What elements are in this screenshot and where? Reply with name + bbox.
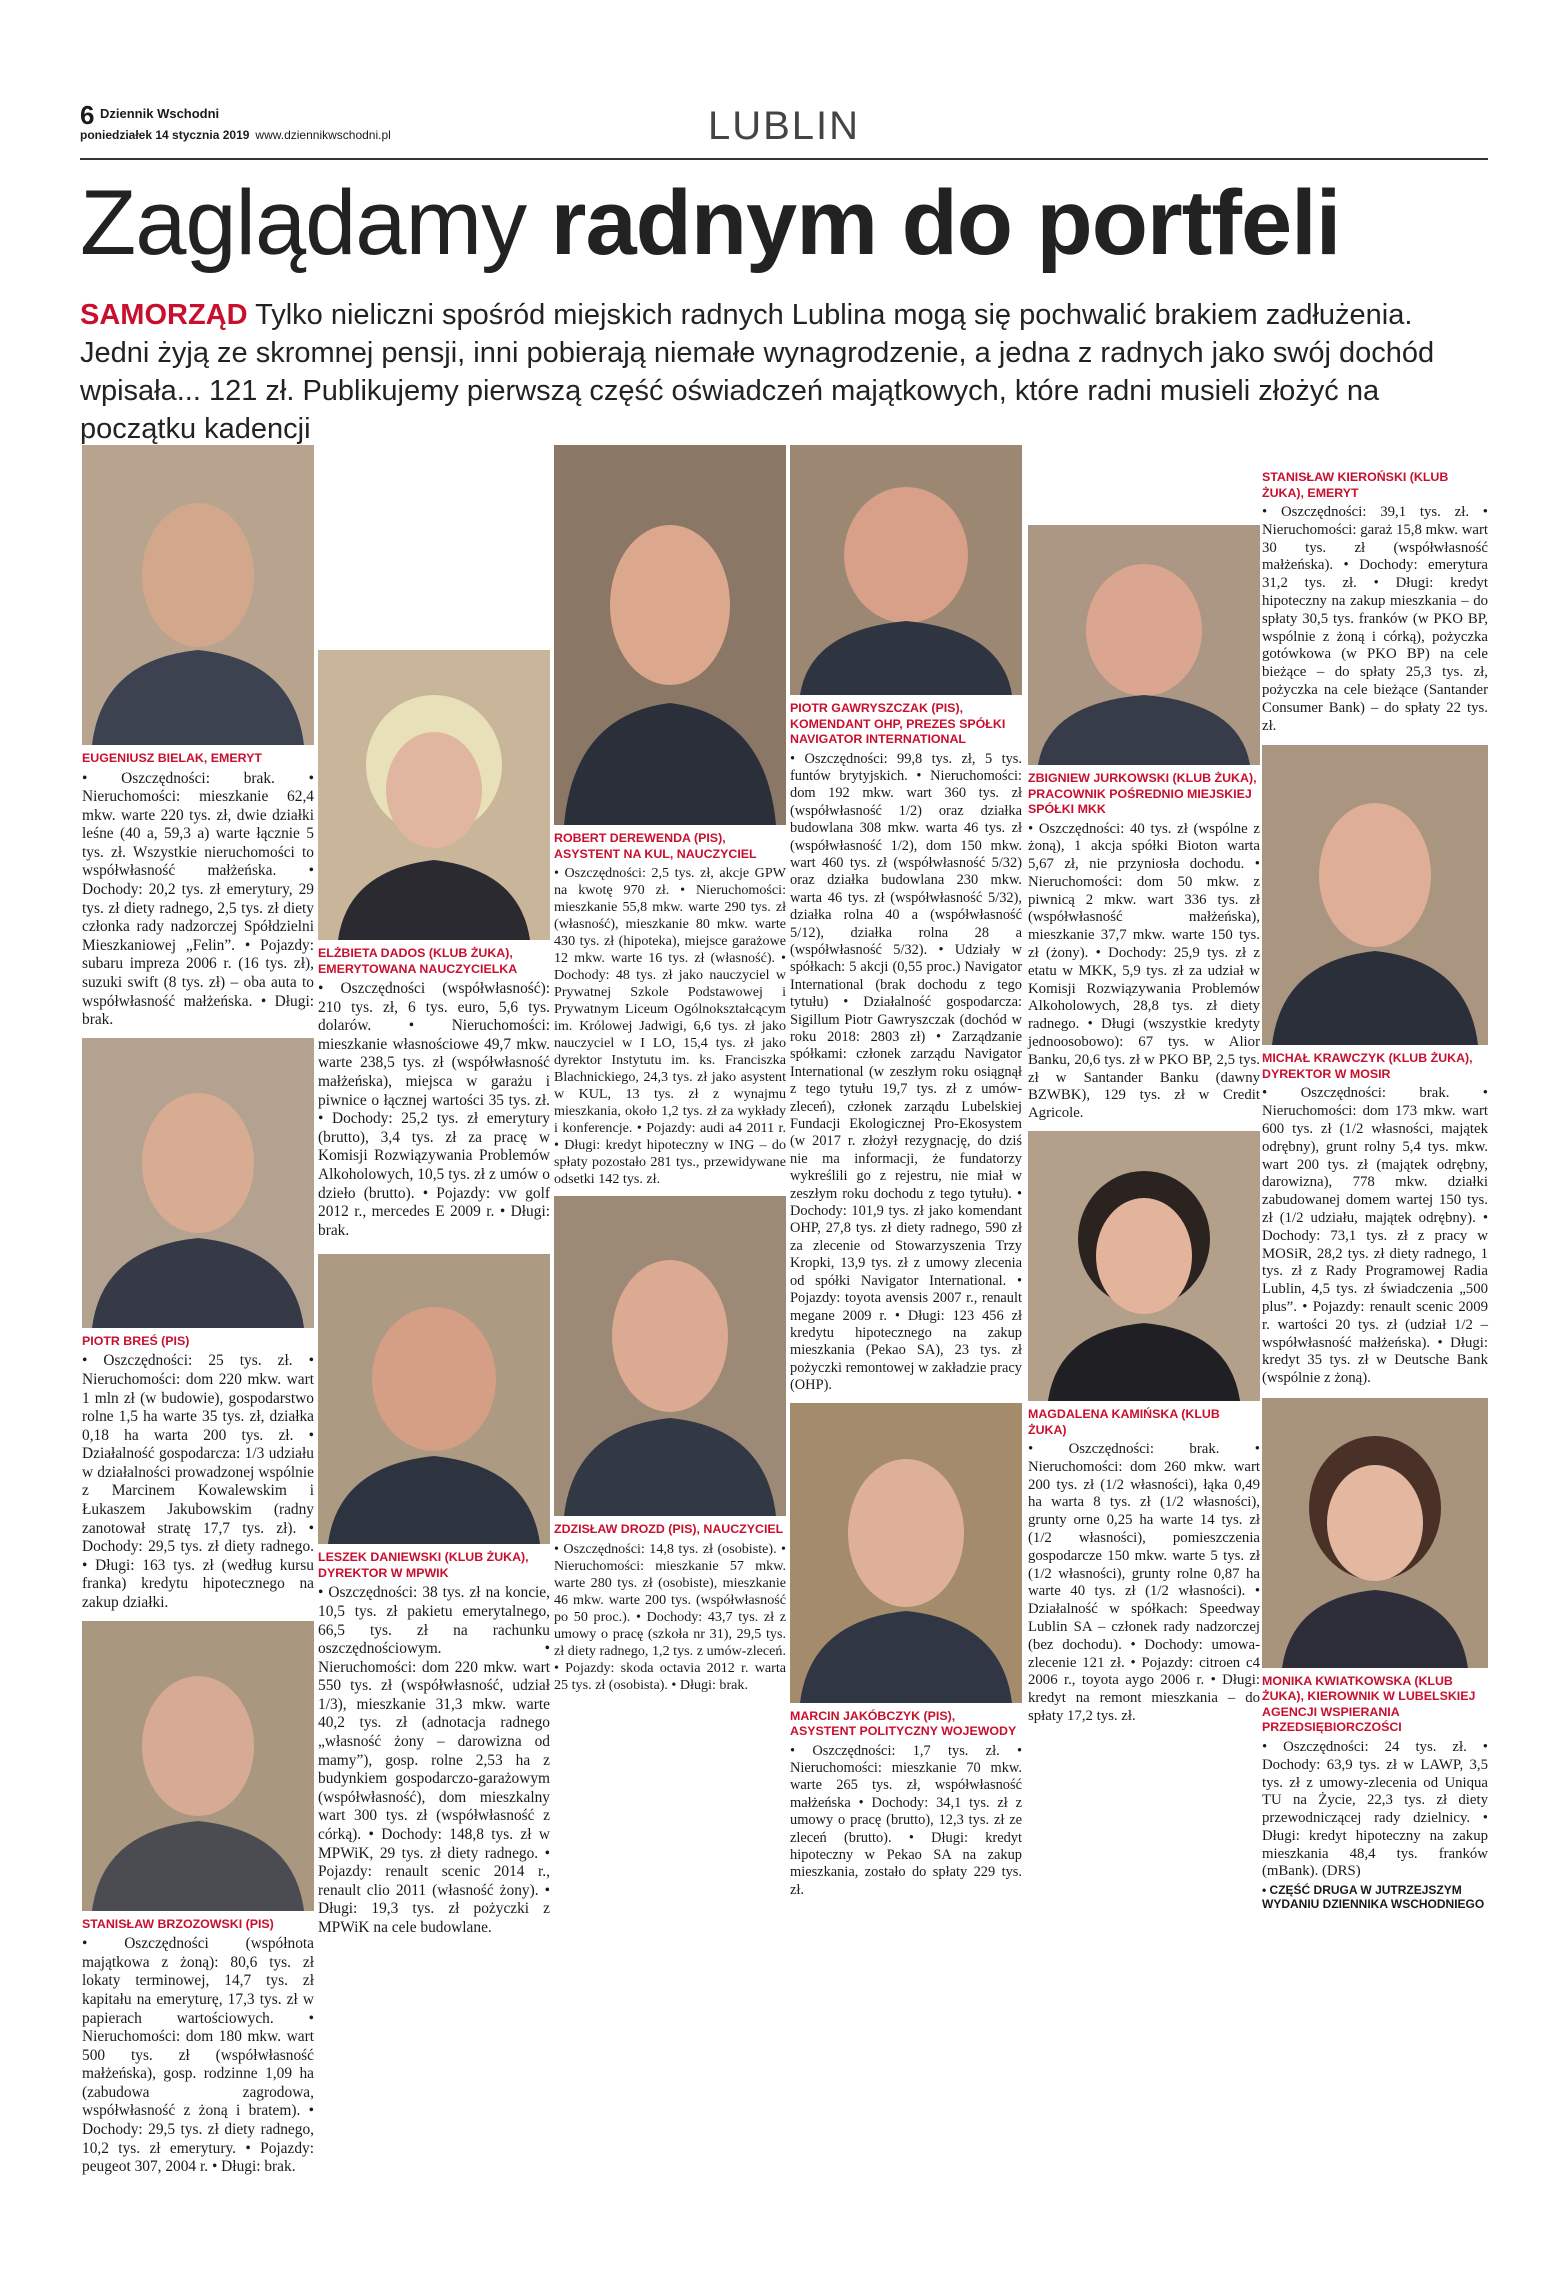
caption-dados: ELŻBIETA DADOS (KLUB ŻUKA), EMERYTOWANA NAUCZYCIELKA <box>318 946 518 976</box>
caption-kaminska: MAGDALENA KAMIŃSKA (KLUB ŻUKA) <box>1028 1407 1220 1437</box>
photo-jurkowski <box>1028 525 1260 765</box>
caption-kwiatkowska: MONIKA KWIATKOWSKA (KLUB ŻUKA), KIEROWNIK W LUBELSKIEJ AGENCJI WSPIERANIA PRZEDSIĘBIORCZOŚCI <box>1262 1673 1476 1735</box>
caption-jurkowski: ZBIGNIEW JURKOWSKI (KLUB ŻUKA), PRACOWNIK POŚREDNIO MIEJSKIEJ SPÓŁKI MKK <box>1028 771 1257 816</box>
caption-derewenda: ROBERT DEREWENDA (PIS), ASYSTENT NA KUL, NAUCZYCIEL <box>554 831 757 861</box>
headline <box>80 168 1488 278</box>
page-number: 6 <box>80 100 95 130</box>
section-title: LUBLIN <box>707 104 861 148</box>
caption-kieronski: STANISŁAW KIEROŃSKI (KLUB ŻUKA), EMERYT <box>1262 470 1449 500</box>
caption-brzozowski: STANISŁAW BRZOZOWSKI (PIS) <box>82 1916 274 1931</box>
text-brzozowski <box>82 1935 314 2177</box>
caption-drozd: ZDZISŁAW DROZD (PIS), NAUCZYCIEL <box>554 1522 784 1536</box>
text-jakobczyk: • Oszczędności: 1,7 tys. zł. • Nieruchomości: mieszkanie 70 mkw. warte 265 tys. zł, współwłasność małżeńska • Dochody: 34,1 tys. zł z umowy o pracę (brutto), 12,3 tys. zł ze zleceń (brutto). • Długi: kredyt hipoteczny w Pekao SA na zakup mieszkania, zostało do spłaty 229 tys. zł. <box>790 1742 1022 1898</box>
photo-drozd <box>554 1196 786 1516</box>
text-krawczyk: • Oszczędności: brak. • Nieruchomości: dom 173 mkw. wart 600 tys. zł (1/2 własności, majątek odrębny), grunt rolny 5,4 tys. mkw. wart 200 tys. zł (majątek odrębny, darowizna), 778 mkw. działki zabudowanej domem wartej 150 tys. zł (1/2 udziału, majątek odrębny). • Dochody: 73,1 tys. zł z pracy w MOSiR, 28,2 tys. zł diety radnego, 1 tys. zł z Rady Programowej Radia Lublin, 4,5 tys. zł świadczenia „500 plus”. • Pojazdy: renault scenic 2009 r. wartości 20 tys. zł (udział 1/2 – współwłasność małżeńska). • Długi: kredyt 35 tys. zł w Deutsche Bank (wspólnie z żoną). <box>1262 1085 1488 1387</box>
lead-kicker: SAMORZĄD <box>80 299 248 331</box>
text-kaminska: • Oszczędności: brak. • Nieruchomości: dom 260 mkw. wart 200 tys. zł (1/2 własności), łąka 0,49 ha warta 8 tys. zł (1/2 własności), grunty orne 0,25 ha warte 14 tys. zł (1/2 własności), pomieszczenia gospodarcze 150 mkw. warte 5 tys. zł (1/2 własności), grunty rolne 0,87 ha warte 40 tys. zł (1/2 własności). • Działalność w spółkach: Speedway Lublin SA – członek rady nadzorczej (bez dochodu). • Dochody: umowa-zlecenie 121 zł. • Pojazdy: citroen c4 2006 r., toyota aygo 2006 r. • Długi: kredyt na remont mieszkania – do spłaty 17,2 tys. zł. <box>1028 1441 1260 1724</box>
headline-bold: radnym do portfeli <box>550 172 1341 274</box>
headline-light: Zaglądamy <box>80 172 527 274</box>
text-drozd: • Oszczędności: 14,8 tys. zł (osobiste). • Nieruchomości: mieszkanie 57 mkw. warte 280 tys. zł (osobiste), mieszkanie 46 mkw. warte 200 tys. (współwłasność po 50 proc.). • Dochody: 43,7 tys. zł z umowy o pracę (szkoła nr 31), 29,5 tys. zł diety radnego, 1,2 tys. z umów-zleceń. • Pojazdy: skoda octavia 2012 r. warta 25 tys. zł (osobista). • Długi: brak. <box>554 1540 786 1693</box>
header-rule <box>80 158 1488 160</box>
continuation-note: • CZĘŚĆ DRUGA W JUTRZEJSZYM WYDANIU DZIENNIKA WSCHODNIEGO <box>1262 1883 1485 1912</box>
text-derewenda: • Oszczędności: 2,5 tys. zł, akcje GPW na kwotę 970 zł. • Nieruchomości: mieszkanie 55,8 mkw. warte 290 tys. zł (własność), mieszkanie 80 mkw. warte 430 tys. zł (hipoteka), miejsce garażowe 12 mkw. warte 16 tys. zł (własność). • Dochody: 48 tys. zł jako nauczyciel w Prywatnej Szkole Podstawowej i Prywatnym Liceum Ogólnokształcącym im. Królowej Jadwigi, 6,6 tys. zł jako nauczyciel w I LO, 15,4 tys. zł jako dyrektor Instytutu im. ks. Franciszka Blachnickiego, 24,3 tys. zł jako asystent w KUL, 13 tys. zł z wynajmu mieszkania, około 1,2 tys. zł za wykłady i konferencje. • Pojazdy: audi a4 2011 r. • Długi: kredyt hipoteczny w ING – do spłaty pozostało 281 tys., przewidywane odsetki 142 tys. zł. <box>554 865 786 1187</box>
site-url[interactable]: www.dziennikwschodni.pl <box>255 128 391 142</box>
caption-krawczyk: MICHAŁ KRAWCZYK (KLUB ŻUKA), DYREKTOR W MOSIR <box>1262 1051 1473 1081</box>
caption-jakobczyk: MARCIN JAKÓBCZYK (PIS), ASYSTENT POLITYCZNY WOJEWODY <box>790 1708 1017 1739</box>
photo-kwiatkowska <box>1262 1398 1488 1668</box>
photo-krawczyk <box>1262 745 1488 1045</box>
photo-daniewski <box>318 1254 550 1544</box>
caption-bielak: EUGENIUSZ BIELAK, EMERYT <box>82 751 262 765</box>
lead <box>80 296 1480 448</box>
text-kieronski: • Oszczędności: 39,1 tys. zł. • Nieruchomości: garaż 15,8 mkw. wart 30 tys. zł (współwłasność małżeńska). • Dochody: emerytura 31,2 tys. zł. • Długi: kredyt hipoteczny na zakup mieszkania – do spłaty 30,5 tys. franków (w PKO BP, wspólnie z żoną i córką), pożyczka gotówkowa (w PKO BP) na cele bieżące – do spłaty 25,3 tys. zł, pożyczka na cele bieżące (Santander Consumer Bank) – do spłaty 22 tys. zł. <box>1262 504 1488 734</box>
photo-brzozowski <box>82 1621 314 1911</box>
caption-gawryszczak: PIOTR GAWRYSZCZAK (PIS), KOMENDANT OHP, PREZES SPÓŁKI NAVIGATOR INTERNATIONAL <box>790 701 1006 746</box>
masthead <box>80 100 1488 158</box>
column-5 <box>1028 525 1260 1726</box>
text-kwiatkowska: • Oszczędności: 24 tys. zł. • Dochody: 63,9 tys. zł w LAWP, 3,5 tys. zł z umowy-zlecenia od Uniqua TU na Życie, 22,3 tys. zł diety przewodniczącej rady dzielnicy. • Długi: kredyt hipoteczny na zakup mieszkania 48,4 tys. franków (mBank). (DRS) <box>1262 1738 1488 1880</box>
text-daniewski: • Oszczędności: 38 tys. zł na koncie, 10,5 tys. zł pakietu emerytalnego, 66,5 tys. zł na rachunku oszczędnościowym. • Nieruchomości: dom 220 mkw. wart 550 tys. zł (współwłasność, udział 1/3), mieszkanie 31,3 mkw. warte 40,2 tys. zł (adnotacja radnego „własność żony – darowizna od mamy”), gosp. rolne 2,53 ha z budynkiem gospodarczo-garażowym (współwłasność), dom mieszkalny wart 300 tys. zł (współwłasność z córką). • Dochody: 148,8 tys. zł w MPWiK, 29 tys. zł diety radnego. • Pojazdy: renault scenic 2014 r., renault clio 2011 (własność żony). • Długi: 19,3 tys. zł pożyczki z MPWiK na cele budowlane. <box>318 1584 550 1936</box>
text-brzozowski-content: • Oszczędności (współnota majątkowa z żoną): 80,6 tys. zł lokaty terminowej, 14,7 tys. zł kapitału na emeryturę, 17,3 tys. zł w papierach wartościowych. • Nieruchomości: dom 180 mkw. wart 500 tys. zł (współwłasność małżeńska), gosp. rodzinne 1,09 ha (zabudowa zagrodowa, współwłasność z żoną i bratem). • Dochody: 29,5 tys. zł diety radnego, 10,2 tys. zł emerytury. • Pojazdy: peugeot 307, 2004 r. • Długi: brak. <box>82 1935 314 2176</box>
photo-bielak <box>82 445 314 745</box>
photo-dados <box>318 650 550 940</box>
photo-bres <box>82 1038 314 1328</box>
text-gawryszczak: • Oszczędności: 99,8 tys. zł, 5 tys. funtów brytyjskich. • Nieruchomości: dom 192 mkw. wart 360 tys. zł (współwłasność 1/2) oraz działka budowlana 308 mkw. warta 46 tys. zł (współwłasność 1/2), dom 150 mkw. wart 460 tys. zł (współwłasność 5/32) oraz działka budowlana 230 mkw. warta 46 tys. zł (współwłasność 5/32), działka rolna 40 a (współwłasność 5/12), działka rolna 28 a (współwłasność 5/32). • Udziały w spółkach: 5 akcji (0,55 proc.) Navigator International (brak dochodu z tego tytułu) • Działalność gospodarcza: Sigillum Piotr Gawryszczak (dochód w roku 2018: 2803 zł) • Zarządzanie spółkami: członek zarządu Navigator International (w zeszłym roku osiągnął z tego tytułu 19,7 tys. zł z umów-zleceń), członek zarządu Lubelskiej Fundacji Ekologicznej Pro-Ekosystem (w 2017 r. złożył rezygnację, do dziś nie ma informacji, że fundatorzy wykreślili go z rejestru, nie miał w zeszłym roku dochodu z tego tytułu). • Dochody: 101,9 tys. zł jako komendant OHP, 27,8 tys. zł diety radnego, 590 zł za zlecenie od Stowarzyszenia Trzy Kropki, 13,9 tys. zł z umowy zlecenia od spółki Navigator International. • Pojazdy: toyota avensis 2007 r., renault megane 2009 r. • Długi: 123 456 zł kredytu hipotecznego na zakup mieszkania (Pekao SA), 23 tys. zł pożyczki remontowej w zakładzie pracy (OHP). <box>790 750 1022 1394</box>
photo-gawryszczak <box>790 445 1022 695</box>
lead-text: Tylko nieliczni spośród miejskich radnych Lublina mogą się pochwalić brakiem zadłużenia. Jedni żyją ze skromnej pensji, inni pobierają niemałe wynagrodzenie, a jedna z radnych jako swój dochód wpisała... 121 zł. Publikujemy pierwszą część oświadczeń majątkowych, które radni musieli złożyć na początku kadencji <box>80 299 1435 445</box>
paper-name: Dziennik Wschodni <box>100 106 220 121</box>
issue-date: poniedziałek 14 stycznia 2019 <box>80 128 250 142</box>
caption-bres: PIOTR BREŚ (PIS) <box>82 1333 190 1348</box>
caption-daniewski: LESZEK DANIEWSKI (KLUB ŻUKA), DYREKTOR W MPWIK <box>318 1550 529 1580</box>
text-bielak: • Oszczędności: brak. • Nieruchomości: mieszkanie 62,4 mkw. warte 220 tys. zł, dwie działki leśne (40 a, 59,3 a) warte łącznie 5 tys. zł. Wszystkie nieruchomości to współwłasność małżeńska. • Dochody: 20,2 tys. zł emerytury, 29 tys. zł diety radnego, 2,5 tys. zł diety członka rady nadzorczej Spółdzielni Mieszkaniowej „Felin”. • Pojazdy: subaru impreza 2006 r. (16 tys. zł), suzuki swift (8 tys. zł) – oba auta to współwłasność małżeńska. • Długi: brak. <box>82 769 314 1029</box>
column-2 <box>318 650 550 1938</box>
text-dados: • Oszczędności (współwłasność): 210 tys. zł, 6 tys. euro, 5,6 tys. dolarów. • Nieruchomości: mieszkanie własnościowe 49,7 mkw. warte 238,5 tys. zł (współwłasność małżeńska), miejsca w garażu i piwnice o łącznej wartości 35 tys. zł. • Dochody: 25,2 tys. zł emerytury (brutto), 3,4 tys. zł za pracę w Komisji Rozwiązywania Problemów Alkoholowych, 10,5 tys. zł z umów o dzieło (brutto). • Pojazdy: vw golf 2012 r., mercedes E 2009 r. • Długi: brak. <box>318 980 550 1239</box>
photo-jakobczyk <box>790 1403 1022 1703</box>
column-1 <box>82 445 314 2177</box>
column-4 <box>790 445 1022 1899</box>
text-jurkowski: • Oszczędności: 40 tys. zł (wspólne z żoną), 1 akcja spółki Bioton warta 5,67 zł, nie przyniosła dochodu. • Nieruchomości: dom 50 mkw. z piwnicą 2 mkw. wart 336 tys. zł (współwłasność małżeńska), mieszkanie 37,7 mkw. warte 150 tys. zł (żony). • Dochody: 25,9 tys. zł z etatu w MKK, 5,9 tys. zł za udział w Komisji Rozwiązywania Problemów Alkoholowych, 28,8 tys. zł diety radnego. • Długi (wszystkie kredyty jednoosobowo): 67 tys. w Alior Banku, 20,6 tys. zł w PKO BP, 2,5 tys. zł w Santander Banku (dawny BZWBK), 129 tys. zł w Credit Agricole. <box>1028 820 1260 1122</box>
column-6 <box>1262 470 1488 1911</box>
photo-kaminska <box>1028 1131 1260 1401</box>
column-3 <box>554 445 786 1694</box>
text-bres: • Oszczędności: 25 tys. zł. • Nieruchomości: dom 220 mkw. wart 1 mln zł (w budowie), gospodarstwo rolne 1,5 ha warte 35 tys. zł, działka 0,18 ha warta 200 tys. zł. • Działalność gospodarcza: 1/3 udziału w działalności prowadzonej wspólnie z Marcinem Kowalewskim i Łukaszem Jakubowskim (radny zanotował stratę 17,7 tys. zł). • Dochody: 29,5 tys. zł diety radnego. • Długi: 163 tys. zł (według kursu franka) kredytu hipotecznego na zakup działki. <box>82 1352 314 1612</box>
photo-derewenda <box>554 445 786 825</box>
